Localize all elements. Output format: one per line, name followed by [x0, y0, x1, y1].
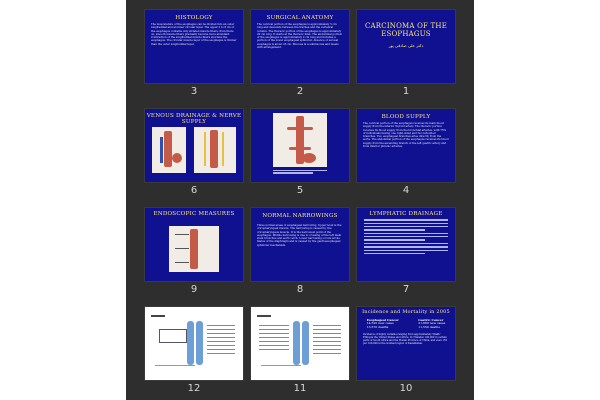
slide-number: 3: [190, 86, 198, 97]
slide-number: 4: [402, 185, 410, 196]
slide-title: LYMPHATIC DRAINAGE: [369, 211, 443, 217]
slide-body: The cervical portion of the esophagus receives its main blood supply from the inferior thyroid artery. The thoracic portion receives its blood supply from the bronchial arteries, with 75% of individuals having one right-sided and two left-sided branches. Two esophageal branches arise directly from the aorta. The abdominal portion of the esophagus receives its blood supply from the ascending branch of the left gastric artery and from inferior phrenic arteries.: [363, 122, 449, 148]
slide-body: Three normal areas of esophageal narrowing. Upper level is the cricopharyngeal muscle. The narrowing is caused by the cricopharyngeus muscle. It is the narrowest point of the esophagus. Middle narrowing is due to crossing of the left main stem bronchus and aortic arch. Lower narrowing occurs at the hiatus of the diaphragm and is caused by the gastroesophageal sphincter mechanism.: [257, 224, 342, 247]
venous-drainage-figure: [152, 127, 186, 173]
endoscopic-measures-figure: [169, 226, 219, 272]
slide-thumbnail-9[interactable]: [145, 208, 243, 281]
slide-thumbnail-2[interactable]: [251, 10, 349, 83]
slide-body: The musculature of the esophagus can be divided into an outer longitudinal and an inner circular layer. The upper 2 to 6 cm of the esophagus contains only striated muscle fibers, from there on, smooth muscle fibers gradually become more abundant. Contraction of the longitudinal muscle fibers shortens the esophagus. The circular muscle layer of the esophagus is thicker than the outer longitudinal layer.: [151, 23, 237, 46]
slide-thumbnail-4[interactable]: [357, 109, 455, 182]
col2-row2: 11,550 deaths: [418, 325, 440, 330]
figure-caption-lines: [273, 169, 327, 174]
slide-body: The cervical portion of the esophagus is approximately 5 cm long and descends between the trachea and the vertebral column. The thoracic portion of the esophagus is approximately 20 cm long. It starts at the thoracic inlet. The abdominal portion of the esophagus is approximately 2 cm long and includes a portion of the lower esophageal sphincter. Absence of serosal esophagus is about 25 cm. Mucosa in a submucosa and meets with arrangement.: [257, 23, 343, 49]
slide-thumbnail-3[interactable]: [145, 10, 243, 83]
slide-sorter-panel: [126, 0, 474, 400]
slide-subtitle: دکتر علی صادقی پور: [388, 43, 424, 49]
slide-thumbnail-1[interactable]: [357, 10, 455, 83]
slide-number: 7: [402, 284, 410, 295]
slide-number: 11: [293, 383, 307, 394]
slide-title: Incidence and Mortality in 2005: [362, 309, 450, 315]
anatomy-chart-figure: [151, 315, 237, 369]
slide-number: 6: [190, 185, 198, 196]
slide-thumbnail-11[interactable]: [251, 307, 349, 380]
slide-number: 1: [402, 86, 410, 97]
slide-number: 12: [187, 383, 201, 394]
slide-number: 2: [296, 86, 304, 97]
col1-row1: 14,520 new cases: [366, 321, 394, 326]
col1-head: Esophageal Cancer: [366, 317, 399, 322]
nerve-supply-figure: [194, 127, 236, 173]
slide-number: 5: [296, 185, 304, 196]
slide-title: VENOUS DRAINAGE & NERVE SUPPLY: [146, 113, 242, 126]
col1-row2: 13,570 deaths: [366, 325, 389, 330]
slide-thumbnail-5[interactable]: [251, 109, 349, 182]
slide-thumbnail-6[interactable]: [145, 109, 243, 182]
slide-body-lines: [357, 219, 455, 254]
slide-title: NORMAL NARROWINGS: [262, 213, 338, 219]
slide-body: Incidence of highly variable ranging from approximately 5/lakh' Ethiopia the United States and Africa. In Transkei 100,000 in certain parts of South Africa and the Honan Province of China, and even 150 per 100,000 in the Gonbad region of Kazakhstan.: [363, 333, 448, 346]
slide-title: CARCINOMA OF THE ESOPHAGUS: [364, 22, 448, 38]
slide-title: BLOOD SUPPLY: [381, 114, 431, 120]
slide-thumbnail-7[interactable]: [357, 208, 455, 281]
slide-thumbnail-8[interactable]: [251, 208, 349, 281]
col2-head: Gastric Cancer: [418, 317, 444, 322]
incidence-table: [357, 319, 455, 331]
slide-title: HISTOLOGY: [175, 15, 213, 21]
slide-thumbnail-10[interactable]: [357, 307, 455, 380]
slide-number: 9: [190, 284, 198, 295]
anatomy-chart-figure: [257, 315, 343, 369]
slide-number: 8: [296, 284, 304, 295]
blood-supply-figure: [273, 113, 327, 167]
col2-row1: 21,860 new cases: [418, 321, 446, 326]
slide-title: SURGICAL ANATOMY: [266, 15, 334, 21]
slide-thumbnail-12[interactable]: [145, 307, 243, 380]
slide-number: 10: [399, 383, 413, 394]
slide-title: ENDOSCOPIC MEASURES: [153, 211, 235, 217]
